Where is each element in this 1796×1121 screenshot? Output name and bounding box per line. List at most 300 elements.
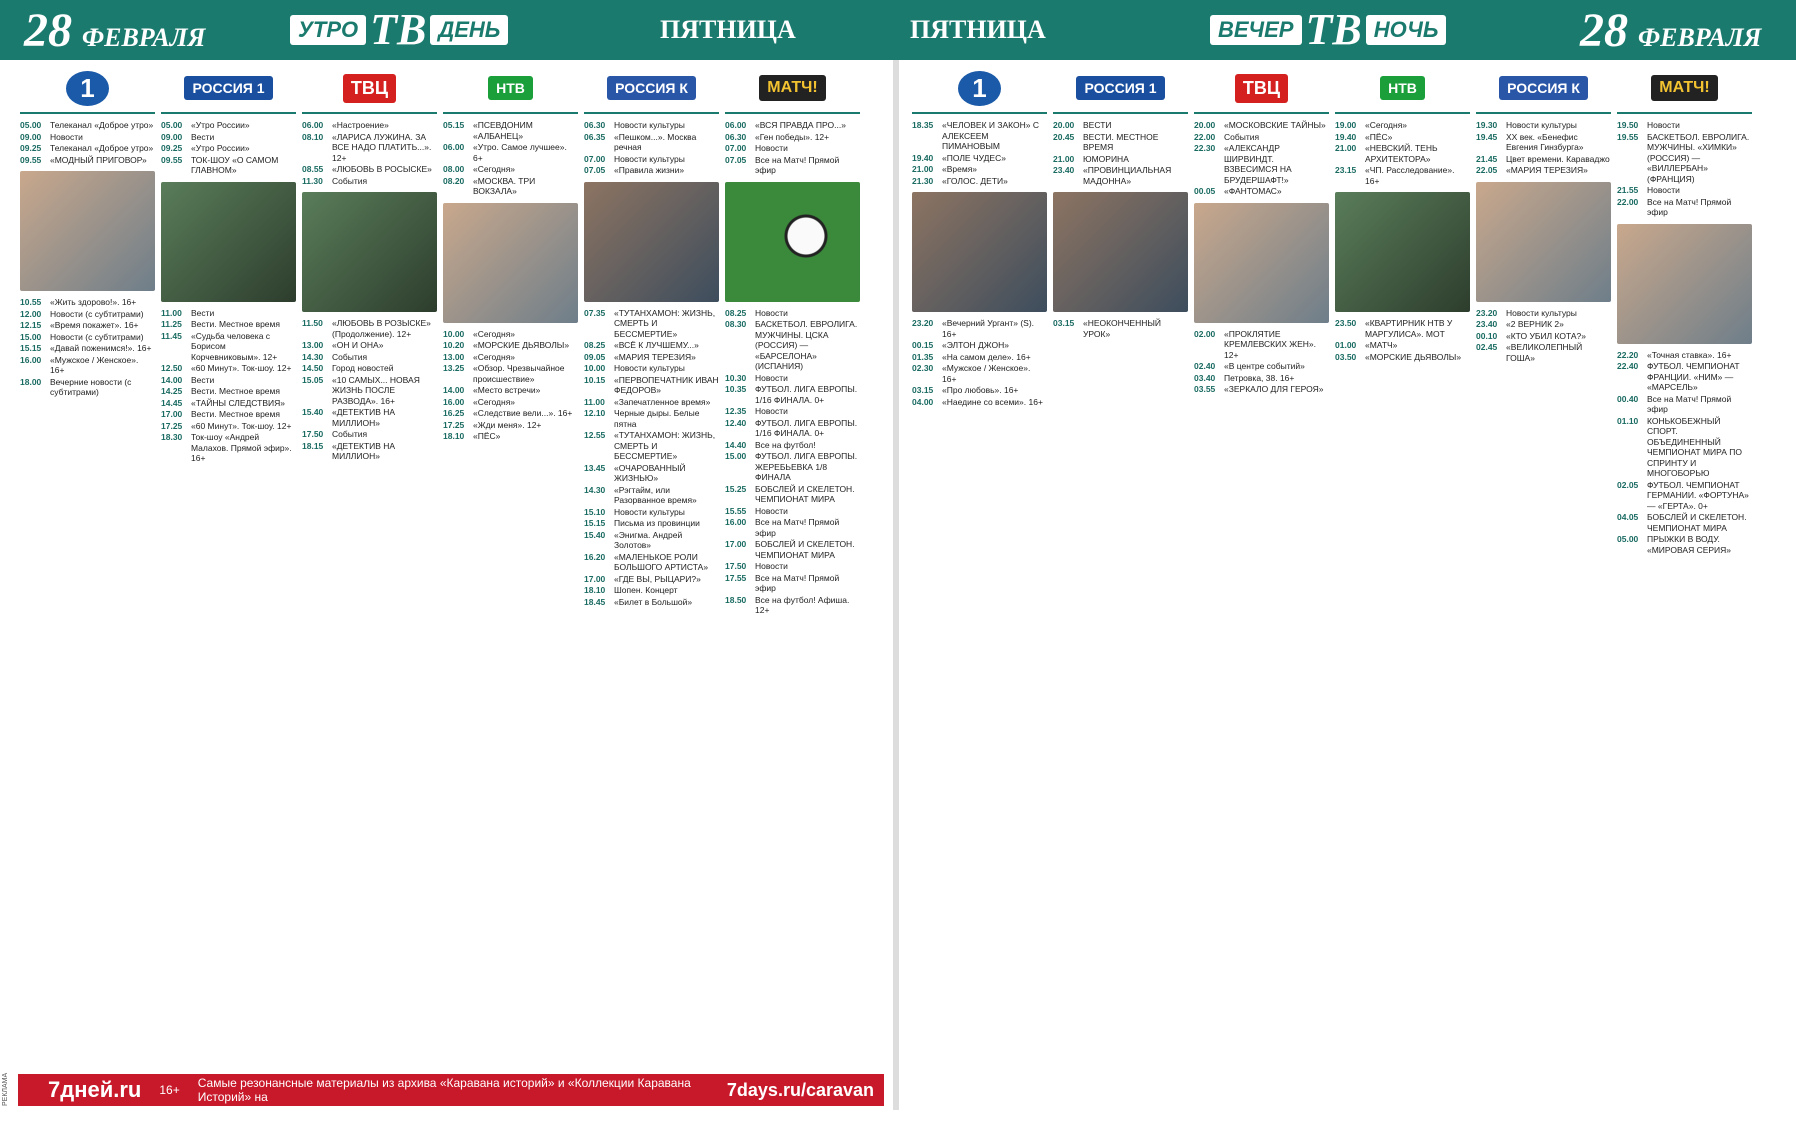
program-time: 07.35 xyxy=(584,307,606,318)
program-title: «ЧЕЛОВЕК И ЗАКОН» С АЛЕКСЕЕМ ПИМАНОВЫМ xyxy=(942,120,1040,151)
program-entry xyxy=(1335,340,1470,351)
program-time: 05.00 xyxy=(161,120,183,130)
page-divider xyxy=(893,60,899,1110)
program-title: Цвет времени. Караваджо xyxy=(1506,153,1610,164)
program-entry xyxy=(161,398,296,409)
program-entry xyxy=(912,397,1047,408)
program-time: 12.55 xyxy=(584,430,606,440)
program-time: 11.45 xyxy=(161,330,182,341)
program-entry xyxy=(912,340,1047,351)
program-entry xyxy=(302,441,437,462)
program-time: 18.35 xyxy=(912,120,934,130)
channel-one-logo: 1 xyxy=(66,71,108,106)
program-entry xyxy=(584,463,719,484)
program-entry xyxy=(725,561,860,572)
program-entry xyxy=(1194,329,1329,361)
program-time: 11.50 xyxy=(302,318,323,328)
program-entry xyxy=(20,332,155,343)
program-time: 07.00 xyxy=(725,143,747,153)
program-entry xyxy=(161,432,296,464)
program-entry xyxy=(1194,143,1329,185)
program-entry xyxy=(443,363,578,384)
program-entry xyxy=(1053,154,1188,165)
program-time: 11.00 xyxy=(584,396,605,407)
program-title: Новости xyxy=(1647,185,1680,195)
channel-header xyxy=(1194,64,1329,114)
program-title: «ЗЕРКАЛО ДЛЯ ГЕРОЯ» xyxy=(1224,384,1324,394)
program-time: 14.25 xyxy=(161,386,183,396)
program-entry xyxy=(1476,154,1611,165)
program-time: 12.00 xyxy=(20,308,42,319)
program-entry xyxy=(725,517,860,538)
program-time: 12.10 xyxy=(584,408,606,418)
program-title: Новости xyxy=(50,131,83,142)
program-time: 15.55 xyxy=(725,505,747,516)
program-title: «ОЧАРОВАННЫЙ ЖИЗНЬЮ» xyxy=(614,462,686,483)
program-time: 07.05 xyxy=(584,165,606,175)
program-time: 18.45 xyxy=(584,596,606,607)
program-time: 17.00 xyxy=(725,539,747,549)
program-title: События xyxy=(332,351,368,362)
program-title: БАСКЕТБОЛ. ЕВРОЛИГА. МУЖЧИНЫ. ЦСКА (РОССИЯ) — «БАРСЕЛОНА» (ИСПАНИЯ) xyxy=(755,319,858,371)
program-time: 23.20 xyxy=(1476,307,1498,318)
program-photo xyxy=(302,192,437,312)
left-column-0 xyxy=(20,64,155,1066)
program-entry xyxy=(1335,143,1470,164)
program-entry xyxy=(725,539,860,560)
program-entry xyxy=(20,320,155,331)
program-entry xyxy=(1617,394,1752,415)
program-entry xyxy=(1335,165,1470,186)
program-time: 18.50 xyxy=(725,594,747,605)
program-entry xyxy=(1476,342,1611,363)
program-entry xyxy=(1194,132,1329,143)
program-entry xyxy=(1335,352,1470,363)
program-title: «МАЛЕНЬКОЕ РОЛИ БОЛЬШОГО АРТИСТА» xyxy=(614,551,709,572)
program-time: 20.45 xyxy=(1053,131,1075,142)
program-time: 17.50 xyxy=(302,429,324,439)
program-title: Новости культуры xyxy=(1506,120,1577,130)
program-title: БОБСЛЕЙ И СКЕЛЕТОН. ЧЕМПИОНАТ МИРА xyxy=(1647,512,1747,533)
program-title: Все на футбол! xyxy=(755,439,816,450)
program-time: 23.20 xyxy=(912,318,934,328)
program-entry xyxy=(443,176,578,197)
program-entry xyxy=(1053,165,1188,186)
right-tv-logo: ВЕЧЕР ТВ НОЧЬ xyxy=(1210,0,1446,60)
program-time: 15.15 xyxy=(584,518,606,528)
program-entry xyxy=(584,154,719,165)
program-entry xyxy=(1335,132,1470,143)
channel-header xyxy=(1476,64,1611,114)
program-title: Новости xyxy=(755,406,788,416)
program-title: «Время покажет». 16+ xyxy=(50,320,139,330)
program-time: 15.00 xyxy=(725,451,747,461)
program-entry xyxy=(1476,319,1611,330)
right-date: 28 ФЕВРАЛЯ xyxy=(1580,3,1762,57)
program-entry xyxy=(1617,416,1752,479)
program-time: 19.40 xyxy=(912,152,934,163)
program-time: 07.05 xyxy=(725,154,747,165)
program-entry xyxy=(912,318,1047,339)
channel-header xyxy=(584,64,719,114)
program-time: 06.30 xyxy=(584,120,606,130)
program-time: 08.55 xyxy=(302,164,324,174)
program-time: 12.50 xyxy=(161,363,183,373)
program-title: «ПОЛЕ ЧУДЕС» xyxy=(942,152,1006,163)
program-entry xyxy=(725,319,860,372)
right-page xyxy=(912,64,1752,1066)
program-title: «ДЕТЕКТИВ НА МИЛЛИОН» xyxy=(332,440,396,461)
program-time: 14.00 xyxy=(161,374,183,385)
program-title: Новости культуры xyxy=(614,506,685,517)
program-photo xyxy=(161,182,296,302)
program-title: «КТО УБИЛ КОТА?» xyxy=(1506,330,1586,341)
program-title: «ТАЙНЫ СЛЕДСТВИЯ» xyxy=(191,397,285,408)
program-title: «Энигма. Андрей Золотов» xyxy=(614,529,683,550)
program-time: 17.25 xyxy=(443,419,465,430)
program-entry xyxy=(725,418,860,439)
program-time: 15.05 xyxy=(302,374,324,385)
match-logo: МАТЧ! xyxy=(759,75,825,101)
program-entry xyxy=(443,352,578,363)
program-time: 06.30 xyxy=(725,131,747,142)
program-title: «Утро России» xyxy=(191,120,250,130)
program-title: «ПЕРВОПЕЧАТНИК ИВАН ФЕДОРОВ» xyxy=(614,374,719,395)
program-time: 12.15 xyxy=(20,320,42,330)
program-entry xyxy=(584,597,719,608)
russia-1-logo: РОССИЯ 1 xyxy=(184,76,272,100)
program-time: 13.00 xyxy=(443,351,465,362)
left-column-4 xyxy=(584,64,719,1066)
program-time: 22.30 xyxy=(1194,143,1216,153)
program-time: 15.00 xyxy=(20,331,42,342)
program-entry xyxy=(302,340,437,351)
left-column-1 xyxy=(161,64,296,1066)
program-time: 02.05 xyxy=(1617,479,1639,490)
program-entry xyxy=(302,318,437,339)
program-time: 03.50 xyxy=(1335,351,1357,362)
program-entry xyxy=(161,386,296,397)
program-time: 06.35 xyxy=(584,131,606,142)
program-title: «МОСКОВСКИЕ ТАЙНЫ» xyxy=(1224,120,1326,130)
right-column-0 xyxy=(912,64,1047,1066)
program-entry xyxy=(584,485,719,506)
program-time: 09.25 xyxy=(161,143,183,153)
program-title: «Сегодня» xyxy=(1365,120,1408,130)
program-title: Новости культуры xyxy=(614,120,685,130)
program-entry xyxy=(725,573,860,594)
right-column-3 xyxy=(1335,64,1470,1066)
program-title: «Время» xyxy=(942,164,978,174)
program-title: «ПЁС» xyxy=(473,431,501,441)
program-title: «60 Минут». Ток-шоу. 12+ xyxy=(191,420,292,431)
program-title: «На самом деле». 16+ xyxy=(942,351,1031,362)
program-title: «ТУТАНХАМОН: ЖИЗНЬ, СМЕРТЬ И БЕССМЕРТИЕ» xyxy=(614,307,716,339)
program-time: 05.15 xyxy=(443,120,465,130)
program-time: 17.00 xyxy=(584,573,606,584)
program-time: 18.10 xyxy=(443,431,465,441)
program-time: 16.00 xyxy=(20,354,42,365)
program-time: 09.00 xyxy=(20,131,42,142)
program-title: «60 Минут». Ток-шоу. 12+ xyxy=(191,363,292,373)
program-time: 14.00 xyxy=(443,385,465,395)
program-title: «Судьба человека с Борисом Корчевниковым». 12+ xyxy=(191,330,278,362)
program-entry xyxy=(302,120,437,131)
footer-banner[interactable] xyxy=(18,1074,884,1106)
program-time: 15.15 xyxy=(20,343,42,353)
program-time: 19.50 xyxy=(1617,120,1639,130)
program-entry xyxy=(725,373,860,384)
program-title: «Жди меня». 12+ xyxy=(473,419,542,430)
program-title: «МОДНЫЙ ПРИГОВОР» xyxy=(50,154,147,165)
program-entry xyxy=(1476,308,1611,319)
program-time: 12.40 xyxy=(725,417,747,428)
program-entry xyxy=(302,176,437,187)
program-entry xyxy=(584,340,719,351)
program-time: 01.35 xyxy=(912,351,934,362)
program-photo xyxy=(1194,203,1329,323)
program-entry xyxy=(912,164,1047,175)
program-entry xyxy=(584,530,719,551)
left-tv-logo: УТРО ТВ ДЕНЬ xyxy=(290,0,508,60)
ntv-logo: НТВ xyxy=(1380,76,1425,100)
program-entry xyxy=(584,363,719,374)
program-title: «Вечерний Ургант» (S). 16+ xyxy=(942,318,1035,339)
program-time: 13.25 xyxy=(443,363,465,373)
program-time: 10.30 xyxy=(725,372,747,383)
program-title: «Обзор. Чрезвычайное происшествие» xyxy=(473,363,565,384)
program-entry xyxy=(302,407,437,428)
program-entry xyxy=(443,120,578,141)
program-entry xyxy=(725,384,860,405)
program-title: Телеканал «Доброе утро» xyxy=(50,143,154,153)
program-entry xyxy=(161,409,296,420)
program-time: 23.15 xyxy=(1335,165,1357,175)
program-title: «Наедине со всеми». 16+ xyxy=(942,396,1043,407)
program-title: Новости xyxy=(755,307,788,318)
program-time: 08.25 xyxy=(584,340,606,350)
program-title: Новости культуры xyxy=(1506,307,1577,318)
program-time: 23.40 xyxy=(1053,165,1075,175)
program-time: 09.00 xyxy=(161,131,183,142)
program-entry xyxy=(161,132,296,143)
program-entry xyxy=(912,363,1047,384)
program-entry xyxy=(302,164,437,175)
right-column-4 xyxy=(1476,64,1611,1066)
program-entry xyxy=(443,142,578,163)
program-time: 15.40 xyxy=(302,407,324,417)
program-title: Новости xyxy=(755,143,788,153)
russia-1-logo: РОССИЯ 1 xyxy=(1076,76,1164,100)
program-title: ПРЫЖКИ В ВОДУ. «МИРОВАЯ СЕРИЯ» xyxy=(1647,534,1732,555)
program-title: «Сегодня» xyxy=(473,328,516,339)
program-title: События xyxy=(332,175,368,186)
program-entry xyxy=(1194,384,1329,395)
program-photo xyxy=(584,182,719,302)
program-title: «ПРОКЛЯТИЕ КРЕМЛЕВСКИХ ЖЕН». 12+ xyxy=(1224,328,1316,360)
program-entry xyxy=(912,385,1047,396)
program-title: Новости xyxy=(755,372,788,383)
program-time: 10.00 xyxy=(443,328,465,339)
program-title: «МОРСКИЕ ДЬЯВОЛЫ» xyxy=(1365,351,1462,362)
program-time: 22.00 xyxy=(1194,131,1216,142)
program-title: «Пешком...». Москва речная xyxy=(614,131,697,152)
footer-url[interactable]: 7days.ru/caravan xyxy=(726,1079,874,1100)
program-title: Вести xyxy=(191,374,215,385)
program-photo xyxy=(725,182,860,302)
footer-age: 16+ xyxy=(159,1083,180,1097)
program-title: «Давай поженимся!». 16+ xyxy=(50,343,152,353)
program-time: 08.00 xyxy=(443,164,465,174)
program-time: 21.30 xyxy=(912,175,934,186)
program-time: 14.30 xyxy=(302,351,324,362)
program-entry xyxy=(584,308,719,340)
program-entry xyxy=(725,132,860,143)
program-time: 18.00 xyxy=(20,376,42,387)
program-time: 08.20 xyxy=(443,175,465,186)
program-entry xyxy=(20,120,155,131)
program-time: 22.00 xyxy=(1617,196,1639,207)
program-entry xyxy=(20,309,155,320)
program-title: «ЭЛТОН ДЖОН» xyxy=(942,340,1009,350)
program-time: 01.00 xyxy=(1335,340,1357,350)
program-title: Вести xyxy=(191,131,215,142)
program-time: 19.55 xyxy=(1617,131,1639,142)
program-title: «Настроение» xyxy=(332,120,389,130)
program-entry xyxy=(912,153,1047,164)
program-photo xyxy=(20,171,155,291)
program-time: 03.15 xyxy=(912,385,934,395)
program-entry xyxy=(443,397,578,408)
program-title: Новости культуры xyxy=(614,363,685,373)
program-title: ВЕСТИ xyxy=(1083,120,1112,130)
program-title: «Сегодня» xyxy=(473,396,516,407)
program-title: «Место встречи» xyxy=(473,385,541,395)
channel-header xyxy=(1335,64,1470,114)
program-time: 15.40 xyxy=(584,529,606,540)
program-title: Вести. Местное время xyxy=(191,319,280,329)
program-entry xyxy=(1476,120,1611,131)
program-time: 03.40 xyxy=(1194,372,1216,383)
program-title: «Утро. Самое лучшее». 6+ xyxy=(473,142,567,163)
program-title: Все на футбол! Афиша. 12+ xyxy=(755,594,850,615)
program-title: События xyxy=(1224,131,1260,142)
program-title: «ДЕТЕКТИВ НА МИЛЛИОН» xyxy=(332,407,396,428)
program-title: «В центре событий» xyxy=(1224,361,1305,371)
channel-header xyxy=(725,64,860,114)
program-title: Вести xyxy=(191,307,215,318)
advert-label: РЕКЛАМА xyxy=(2,1072,9,1106)
program-entry xyxy=(725,120,860,131)
program-entry xyxy=(1194,373,1329,384)
program-title: «Билет в Большой» xyxy=(614,596,693,607)
program-title: «ОН И ОНА» xyxy=(332,340,384,350)
ntv-logo: НТВ xyxy=(488,76,533,100)
channel-header xyxy=(20,64,155,114)
program-title: «2 ВЕРНИК 2» xyxy=(1506,319,1564,329)
program-time: 17.25 xyxy=(161,420,183,431)
program-time: 02.40 xyxy=(1194,361,1216,371)
program-title: Новости (с субтитрами) xyxy=(50,308,144,319)
program-entry xyxy=(1335,318,1470,339)
program-title: БАСКЕТБОЛ. ЕВРОЛИГА. МУЖЧИНЫ. «ХИМКИ» (РОССИЯ) — «ВИЛЛЕРБАН» (ФРАНЦИЯ) xyxy=(1647,131,1750,184)
program-time: 05.00 xyxy=(20,120,42,130)
program-time: 16.20 xyxy=(584,551,606,562)
program-title: «ФАНТОМАС» xyxy=(1224,186,1282,196)
program-title: «МАРИЯ ТЕРЕЗИЯ» xyxy=(614,351,696,362)
program-title: «Сегодня» xyxy=(473,164,516,174)
program-time: 19.30 xyxy=(1476,120,1498,130)
program-title: КОНЬКОБЕЖНЫЙ СПОРТ. ОБЪЕДИНЕННЫЙ ЧЕМПИОНАТ МИРА ПО СПРИНТУ И МНОГОБОРЬЮ xyxy=(1647,415,1742,478)
program-photo xyxy=(1335,192,1470,312)
program-title: «Точная ставка». 16+ xyxy=(1647,349,1732,360)
program-time: 00.15 xyxy=(912,340,934,350)
program-title: Телеканал «Доброе утро» xyxy=(50,120,154,130)
left-column-3 xyxy=(443,64,578,1066)
program-time: 14.30 xyxy=(584,484,606,495)
program-title: «МАРИЯ ТЕРЕЗИЯ» xyxy=(1506,165,1588,175)
program-time: 19.40 xyxy=(1335,131,1357,142)
program-entry xyxy=(584,552,719,573)
program-time: 17.00 xyxy=(161,409,183,419)
right-column-2 xyxy=(1194,64,1329,1066)
program-entry xyxy=(725,451,860,483)
program-entry xyxy=(1476,331,1611,342)
program-entry xyxy=(1617,361,1752,393)
program-time: 16.00 xyxy=(443,396,465,407)
program-entry xyxy=(443,431,578,442)
program-time: 11.00 xyxy=(161,307,182,318)
program-title: «АЛЕКСАНДР ШИРВИНДТ. ВЗВЕСИМСЯ НА БРУДЕРШАФТ!» xyxy=(1224,143,1292,185)
program-entry xyxy=(302,352,437,363)
program-entry xyxy=(161,308,296,319)
program-title: «Ген победы». 12+ xyxy=(755,131,830,142)
program-time: 02.00 xyxy=(1194,328,1216,339)
program-title: «ВЕЛИКОЛЕПНЫЙ ГОША» xyxy=(1506,342,1583,363)
program-entry xyxy=(584,120,719,131)
program-entry xyxy=(1053,120,1188,131)
program-title: «Рэгтайм, или Разорванное время» xyxy=(614,484,697,505)
program-time: 18.15 xyxy=(302,440,324,451)
program-title: ЮМОРИНА xyxy=(1083,153,1129,164)
channel-header xyxy=(1053,64,1188,114)
program-time: 11.30 xyxy=(302,175,323,186)
program-title: «ГОЛОС. ДЕТИ» xyxy=(942,175,1008,186)
program-title: Ток-шоу «Андрей Малахов. Прямой эфир». 16+ xyxy=(191,432,292,463)
program-photo xyxy=(443,203,578,323)
left-column-5 xyxy=(725,64,860,1066)
program-time: 05.00 xyxy=(1617,534,1639,544)
channel-one-logo: 1 xyxy=(958,71,1000,106)
program-entry xyxy=(161,375,296,386)
program-title: ФУТБОЛ. ЛИГА ЕВРОПЫ. 1/16 ФИНАЛА. 0+ xyxy=(755,384,858,405)
program-entry xyxy=(302,363,437,374)
program-time: 15.25 xyxy=(725,483,747,494)
program-title: «ПСЕВДОНИМ «АЛБАНЕЦ» xyxy=(473,120,533,141)
program-entry xyxy=(1335,120,1470,131)
program-entry xyxy=(912,352,1047,363)
program-entry xyxy=(1476,165,1611,176)
program-title: «Запечатленное время» xyxy=(614,396,711,407)
program-title: События xyxy=(332,429,368,439)
program-title: Шопен. Концерт xyxy=(614,585,678,595)
program-title: Черные дыры. Белые пятна xyxy=(614,408,700,429)
program-entry xyxy=(725,506,860,517)
footer-brand[interactable]: 7дней.ru xyxy=(48,1077,142,1102)
program-entry xyxy=(161,363,296,374)
program-entry xyxy=(584,165,719,176)
program-entry xyxy=(1053,318,1188,339)
